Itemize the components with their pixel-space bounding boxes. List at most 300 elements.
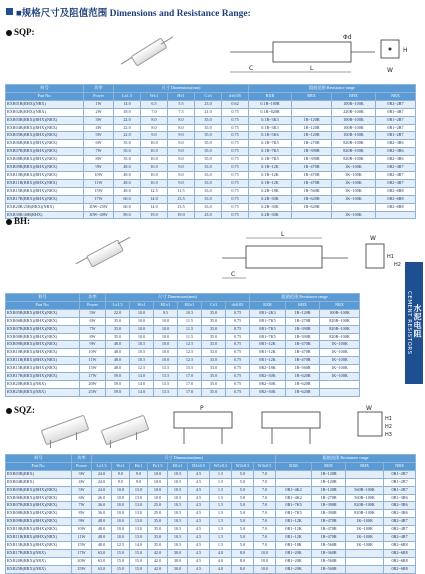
part-number-cell: RXR06B(RRX)(RHX)(NRX) xyxy=(6,317,80,325)
table-cell: 22.0 xyxy=(106,309,130,317)
table-cell: 25.0 xyxy=(148,502,168,510)
table-cell: 1.5 xyxy=(210,494,232,502)
table-row xyxy=(6,132,416,140)
table-cell: 35.0 xyxy=(195,156,222,164)
table-cell: 17.0 xyxy=(178,380,202,388)
table-cell: 10.0 xyxy=(154,325,178,333)
table-cell: 35.0 xyxy=(195,148,222,156)
table-header-cell: W±1 xyxy=(141,92,168,100)
table-cell: 1K~100K xyxy=(332,179,376,187)
part-number-cell: RXR17B(RRX)(RHX)(NRX) xyxy=(6,195,84,203)
table-cell: 18.0 xyxy=(114,108,141,116)
table-cell: 1K~100K xyxy=(332,187,376,195)
table-cell: 0.75 xyxy=(226,380,250,388)
part-number-cell: RXR11B(RRX)(RHX)(NRX) xyxy=(6,179,84,187)
table-cell: 12.5 xyxy=(178,349,202,357)
table-cell: 0R1~2K3 xyxy=(250,309,286,317)
table-header-cell: H1±1 xyxy=(154,301,178,309)
table-cell: 0.75 xyxy=(226,309,250,317)
table-header-cell: L±1.5 xyxy=(114,92,141,100)
table-row xyxy=(6,116,416,124)
table-cell: 0R1~12K xyxy=(250,357,286,365)
table-cell: 9.0 xyxy=(112,478,130,486)
table-row xyxy=(6,211,416,219)
table-row xyxy=(6,341,396,349)
table-cell: 12.5 xyxy=(141,187,168,195)
table-cell: 10.0 xyxy=(154,357,178,365)
table-cell: 10W xyxy=(80,349,106,357)
section-sqz-heading xyxy=(6,405,35,415)
table-cell: 1.5 xyxy=(210,470,232,478)
part-number-cell: RXR08B(RRX)(RHX)(NRX) xyxy=(6,333,80,341)
table-cell: 0.1R~7K5 xyxy=(249,148,292,156)
table-cell: 6W xyxy=(84,140,114,148)
table-cell: 0.75 xyxy=(226,317,250,325)
table-cell: 35.0 xyxy=(202,309,226,317)
table-cell: 0.1R~3K3 xyxy=(249,116,292,124)
table-cell: 1K~100K xyxy=(320,341,360,349)
table-cell: 9.0 xyxy=(168,171,195,179)
table-cell: 9.0 xyxy=(168,140,195,148)
table-cell: 0R2~4R7 xyxy=(384,518,416,526)
table-cell: 3W xyxy=(72,470,92,478)
table-row xyxy=(6,557,416,565)
table-row xyxy=(6,518,416,526)
sqp-label-l: L xyxy=(310,65,314,72)
table-cell: 23.0 xyxy=(195,211,222,219)
table-cell: 0.75 xyxy=(222,140,249,148)
table-cell xyxy=(346,470,384,478)
table-row xyxy=(6,478,416,486)
table-cell: 35.0 xyxy=(195,124,222,132)
table-cell: 8W xyxy=(84,156,114,164)
table-cell: 5.0 xyxy=(232,541,254,549)
table-cell: 8W xyxy=(72,510,92,518)
table-header-cell: W2±0.5 xyxy=(232,462,254,470)
table-cell: 13.0 xyxy=(130,518,148,526)
sqp-label-c: C xyxy=(249,65,254,72)
table-cell: 0R2~4R7 xyxy=(376,179,416,187)
table-cell: 7.0 xyxy=(254,494,276,502)
table-row xyxy=(6,124,416,132)
table-cell: 9W xyxy=(72,518,92,526)
table-header-cell: 尺寸 Dimensions(mm) xyxy=(114,85,249,93)
table-cell: 100R~100K xyxy=(332,116,376,124)
table-cell: 8.0 xyxy=(141,116,168,124)
table-cell: 1R~390R xyxy=(292,156,332,164)
table-header-row xyxy=(6,294,396,302)
table-cell: 0.75 xyxy=(222,179,249,187)
table-cell: 1K~100K xyxy=(346,534,384,542)
table-cell: 12.5 xyxy=(178,357,202,365)
table-cell: 10.0 xyxy=(130,317,154,325)
table-cell: 48.0 xyxy=(92,526,112,534)
table-cell: 0.75 xyxy=(222,171,249,179)
table-cell: 5W xyxy=(84,132,114,140)
section-bh-heading xyxy=(6,216,30,226)
table-header-cell: RRX xyxy=(312,462,346,470)
table-cell: 1K~100K xyxy=(332,164,376,172)
table-cell: 17W xyxy=(84,195,114,203)
lead-pin xyxy=(76,432,77,440)
table-cell: 17.0 xyxy=(178,388,202,396)
table-cell: 10.5 xyxy=(130,341,154,349)
table-header-cell: 功率 xyxy=(72,455,92,463)
table-cell: 9W xyxy=(80,341,106,349)
table-cell: 0R2~6R8 xyxy=(376,203,416,211)
table-cell: 60.0 xyxy=(114,195,141,203)
table-cell: 4.5 xyxy=(188,557,210,565)
table-row xyxy=(6,108,416,116)
table-cell: 48.0 xyxy=(114,171,141,179)
table-cell: 0R1~12K xyxy=(250,349,286,357)
part-number-cell: RXR25B(RRX)(NRX) xyxy=(6,388,80,396)
table-cell: 0.75 xyxy=(226,373,250,381)
table-cell: 60.0 xyxy=(114,203,141,211)
table-row xyxy=(6,365,396,373)
table-cell: 4.5 xyxy=(188,470,210,478)
table-cell: 48.0 xyxy=(114,179,141,187)
table-cell: 10.5 xyxy=(130,349,154,357)
table-header-cell: P±1.5 xyxy=(148,462,168,470)
part-number-cell: RXR06B(RRX)(RHX)(NRX) xyxy=(6,140,84,148)
table-cell: 0.1R~7K5 xyxy=(249,140,292,148)
table-cell: 0.75 xyxy=(222,148,249,156)
table-header-cell: 料号 xyxy=(6,85,84,93)
table-cell: 10W xyxy=(84,171,114,179)
table-cell: 23.0 xyxy=(195,100,222,108)
table-cell: 1R~470R xyxy=(286,357,320,365)
sqz-dimension-drawing xyxy=(170,404,405,452)
bh-label-l: L xyxy=(281,231,285,238)
table-cell: 9.0 xyxy=(130,478,148,486)
table-subheader-row xyxy=(6,462,416,470)
table-cell: 35.0 xyxy=(106,325,130,333)
table-cell: 14.0 xyxy=(114,100,141,108)
part-number-cell: RXR11B(RRX)(RHX)(NRX) xyxy=(6,357,80,365)
table-cell: 59.0 xyxy=(106,388,130,396)
table-cell: 35.0 xyxy=(106,317,130,325)
table-cell xyxy=(320,380,360,388)
table-cell: 20W xyxy=(80,380,106,388)
table-cell: 4.5 xyxy=(188,549,210,557)
table-cell: 1R~470R xyxy=(312,518,346,526)
table-cell: 12.5 xyxy=(178,341,202,349)
table-header-cell: 尺寸 Dimensions(mm) xyxy=(106,294,250,302)
table-cell: 10.0 xyxy=(141,179,168,187)
part-number-cell: RXR09B(RRX)(RHX)(NRX) xyxy=(6,341,80,349)
table-cell: 24.0 xyxy=(92,486,112,494)
table-cell: 14.0 xyxy=(130,541,148,549)
table-header-cell: Part No. xyxy=(6,462,72,470)
table-cell xyxy=(276,478,312,486)
table-row xyxy=(6,148,416,156)
table-cell: 0R1~2R7 xyxy=(384,486,416,494)
table-cell: 7.0 xyxy=(141,108,168,116)
side-label-cn: 水泥电阻 xyxy=(413,304,422,338)
table-cell: 100R~100K xyxy=(320,309,360,317)
table-cell: 1R~470R xyxy=(292,171,332,179)
table-cell: 15W xyxy=(84,187,114,195)
table-cell: 100R~100K xyxy=(332,132,376,140)
table-cell: 1R~560R xyxy=(312,557,346,565)
table-cell: 0R2~30K xyxy=(250,388,286,396)
table-cell: 9.0 xyxy=(168,156,195,164)
table-cell: 10.5 xyxy=(168,534,188,542)
table-cell: 9.0 xyxy=(130,470,148,478)
table-cell: 1.5 xyxy=(210,541,232,549)
table-cell: 7.0 xyxy=(254,486,276,494)
table-header-cell: RHX xyxy=(286,301,320,309)
table-header-cell: C±3 xyxy=(195,92,222,100)
table-cell: 4.5 xyxy=(188,541,210,549)
table-cell: 35.0 xyxy=(148,518,168,526)
table-header-cell: NRX xyxy=(384,462,416,470)
table-cell: 0R1~7K5 xyxy=(250,333,286,341)
page-title: ■规格尺寸及阻值范围 Dimensions and Resistance Range: xyxy=(16,9,251,19)
table-cell: 0R2~18K xyxy=(250,365,286,373)
table-header-cell: NRX xyxy=(320,301,360,309)
table-header-cell: 功率 xyxy=(84,85,114,93)
table-cell: 11.5 xyxy=(178,317,202,325)
table-header-cell: W±1 xyxy=(112,462,130,470)
table-row xyxy=(6,333,396,341)
part-number-cell: RXR05B(RRX)(RHX)(NRX) xyxy=(6,309,80,317)
table-row xyxy=(6,486,416,494)
table-cell: 15.0 xyxy=(112,549,130,557)
table-cell: 0R1~2R7 xyxy=(384,470,416,478)
table-cell: 1R~470R xyxy=(312,526,346,534)
table-cell: 1.5 xyxy=(210,526,232,534)
table-cell: 820R~100K xyxy=(346,510,384,518)
table-cell: 59.0 xyxy=(106,373,130,381)
table-cell: 0R1~4K2 xyxy=(276,486,312,494)
table-cell: 35.0 xyxy=(114,156,141,164)
table-cell: 1.5 xyxy=(210,478,232,486)
table-cell: 0.1R~12K xyxy=(249,179,292,187)
table-cell: 14.0 xyxy=(141,203,168,211)
table-cell: 7.0 xyxy=(254,478,276,486)
table-header-cell: Part No. xyxy=(6,301,80,309)
table-cell: 30.0 xyxy=(168,549,188,557)
table-cell: 33.0 xyxy=(195,187,222,195)
part-number-cell: RXR20B/25B(RRX)(NRX) xyxy=(6,203,84,211)
table-cell: 220R~100K xyxy=(332,108,376,116)
table-cell: 1.5 xyxy=(210,502,232,510)
table-cell: 20W xyxy=(72,557,92,565)
sqp-label-w: W xyxy=(387,67,393,74)
table-cell: 1R~390R xyxy=(286,325,320,333)
table-cell: 8.0 xyxy=(232,565,254,573)
table-cell: 9.0 xyxy=(168,132,195,140)
table-cell: 0R2~6R8 xyxy=(376,195,416,203)
part-number-cell: RXR09B(RRX)(RHX)(NRX) xyxy=(6,518,72,526)
table-cell: 63.0 xyxy=(92,549,112,557)
table-cell: 0R1~12K xyxy=(276,534,312,542)
section-sqz-label: SQZ: xyxy=(14,405,36,415)
table-cell: 25.0 xyxy=(148,510,168,518)
table-cell: 35.0 xyxy=(202,388,226,396)
table-cell xyxy=(332,203,376,211)
table-cell: 10.0 xyxy=(112,494,130,502)
table-cell: 6W xyxy=(80,317,106,325)
table-cell: 0R1~12K xyxy=(250,341,286,349)
table-header-cell: 尺寸 Dimensions(mm) xyxy=(92,455,276,463)
table-cell: 1R~620R xyxy=(286,380,320,388)
table-cell: 0R2~6R8 xyxy=(384,549,416,557)
table-cell: 1K~100K xyxy=(320,357,360,365)
table-cell: 10.5 xyxy=(168,494,188,502)
table-cell: 0R1~2R7 xyxy=(376,132,416,140)
section-sqp-label: SQP: xyxy=(14,27,35,37)
table-header-cell: Part No. xyxy=(6,92,84,100)
table-cell: 1R~120R xyxy=(292,132,332,140)
table-cell: 4W xyxy=(84,124,114,132)
table-cell: 8.0 xyxy=(141,124,168,132)
table-cell: 1R~470R xyxy=(286,341,320,349)
table-header-cell: Power xyxy=(80,301,106,309)
table-cell xyxy=(292,100,332,108)
table-header-cell: W1±0.5 xyxy=(210,462,232,470)
table-header-cell: RHX xyxy=(332,92,376,100)
table-cell: 10.0 xyxy=(148,486,168,494)
sqp-product-photo xyxy=(118,32,178,74)
table-cell: 13.0 xyxy=(130,494,148,502)
table-cell: 10.0 xyxy=(130,309,154,317)
table-row xyxy=(6,534,416,542)
bh-spec-table xyxy=(5,293,396,397)
table-cell: 9.0 xyxy=(168,164,195,172)
table-cell: 59.0 xyxy=(106,380,130,388)
table-cell: 5.5 xyxy=(168,100,195,108)
table-cell: 11W xyxy=(80,357,106,365)
table-cell: 15W xyxy=(72,541,92,549)
table-cell: 1R~390R xyxy=(312,510,346,518)
table-cell: 5.0 xyxy=(232,526,254,534)
table-cell: 0R1~20K xyxy=(276,565,312,573)
table-row xyxy=(6,317,396,325)
table-cell: 11W xyxy=(72,534,92,542)
bullet-icon xyxy=(6,219,12,225)
table-cell: 1R~390R xyxy=(292,148,332,156)
table-cell: 13.0 xyxy=(130,534,148,542)
table-cell: 11.5 xyxy=(168,187,195,195)
table-cell: 820R~100K xyxy=(320,325,360,333)
table-cell: 9.0 xyxy=(112,470,130,478)
table-cell: 9.0 xyxy=(168,179,195,187)
table-header-cell: C±3 xyxy=(202,301,226,309)
table-cell: 7.5 xyxy=(168,108,195,116)
table-cell: 6.5 xyxy=(141,100,168,108)
table-header-cell: H1±1 xyxy=(168,462,188,470)
sqz-label-p: P xyxy=(200,405,204,412)
part-number-cell: RXR05B(RRX)(RHX)(NRX) xyxy=(6,132,84,140)
table-cell: 1.5 xyxy=(210,518,232,526)
table-cell: 33.0 xyxy=(195,195,222,203)
table-header-cell: 料号 xyxy=(6,455,72,463)
table-cell: 15.0 xyxy=(112,565,130,573)
table-header-cell: RHX xyxy=(346,462,384,470)
table-cell: 0R1~2R7 xyxy=(376,116,416,124)
table-cell: 4W xyxy=(72,478,92,486)
part-number-cell: RXR10B(RRX)(RHX)(NRX) xyxy=(6,526,72,534)
table-cell: 15.5 xyxy=(178,365,202,373)
table-cell: 21.0 xyxy=(195,108,222,116)
part-number-cell: RXR09B(RRX)(RHX)(NRX) xyxy=(6,164,84,172)
sqz-label-w: W xyxy=(366,405,372,412)
table-cell: 0.1R~100R xyxy=(249,100,292,108)
table-cell: 1K~100K xyxy=(346,526,384,534)
table-row xyxy=(6,195,416,203)
table-cell: 0.75 xyxy=(222,132,249,140)
table-cell: 7.0 xyxy=(254,470,276,478)
table-row xyxy=(6,171,416,179)
part-number-cell: RXR15B(RRX)(RHX)(NRX) xyxy=(6,187,84,195)
table-cell: 0R1~12K xyxy=(276,526,312,534)
table-cell: 48.0 xyxy=(92,534,112,542)
table-cell: 0.75 xyxy=(226,333,250,341)
table-cell: 820R~100K xyxy=(332,148,376,156)
table-cell: 5.0 xyxy=(232,486,254,494)
table-cell: 5W xyxy=(80,309,106,317)
table-cell: 0R2~4R7 xyxy=(384,526,416,534)
table-cell: 820R~100K xyxy=(320,333,360,341)
part-number-cell: RXR06B(RRX)(RHX)(NRX) xyxy=(6,494,72,502)
table-cell: 0R1~20K xyxy=(276,549,312,557)
table-row xyxy=(6,549,416,557)
table-cell: 35.0 xyxy=(114,140,141,148)
part-number-cell: RXR15B(RRX)(RHX)(NRX) xyxy=(6,541,72,549)
table-cell: 19.0 xyxy=(168,211,195,219)
table-cell: 12.5 xyxy=(112,541,130,549)
table-header-cell: 阻值范围 Resistance range xyxy=(276,455,416,463)
table-cell: 1K~100K xyxy=(332,211,376,219)
bh-label-h1: H1 xyxy=(387,254,394,260)
table-cell: 63.0 xyxy=(92,565,112,573)
part-number-cell: RXR02B(RHX)(NRX) xyxy=(6,108,84,116)
bh-dimension-drawing xyxy=(218,228,403,286)
table-cell: 3W xyxy=(84,116,114,124)
table-cell: 48.0 xyxy=(106,349,130,357)
table-cell: 10.5 xyxy=(168,470,188,478)
table-cell: 48.0 xyxy=(92,541,112,549)
table-cell: 13.0 xyxy=(130,486,148,494)
table-cell: 35.0 xyxy=(148,534,168,542)
table-cell: 0.1R~7K5 xyxy=(249,156,292,164)
table-cell: 10.0 xyxy=(112,526,130,534)
table-cell: 0R1~7K5 xyxy=(276,510,312,518)
sqp-spec-table xyxy=(5,84,416,219)
table-cell: 30.0 xyxy=(168,557,188,565)
table-cell: 1R~560R xyxy=(292,187,332,195)
table-cell: 1K~100K xyxy=(320,349,360,357)
table-cell: 1K~100K xyxy=(332,195,376,203)
side-category-label xyxy=(405,262,423,384)
table-cell: 0R2~6R8 xyxy=(376,187,416,195)
part-number-cell: RXR20B(RRX)(NRX) xyxy=(6,380,80,388)
table-cell: 7W xyxy=(84,148,114,156)
sqz-label-h1: H1 xyxy=(385,416,392,422)
table-cell: 48.0 xyxy=(114,164,141,172)
table-cell: 15.0 xyxy=(130,557,148,565)
table-cell: 10.5 xyxy=(178,309,202,317)
table-cell: 10.0 xyxy=(130,333,154,341)
table-cell: 26.0 xyxy=(92,494,112,502)
table-cell: 0R1~3R6 xyxy=(384,494,416,502)
part-number-cell: RXR15B(RRX)(RHX)(NRX) xyxy=(6,365,80,373)
part-number-cell: RXR11B(RRX)(RHX)(NRX) xyxy=(6,534,72,542)
table-cell: 5.0 xyxy=(232,478,254,486)
